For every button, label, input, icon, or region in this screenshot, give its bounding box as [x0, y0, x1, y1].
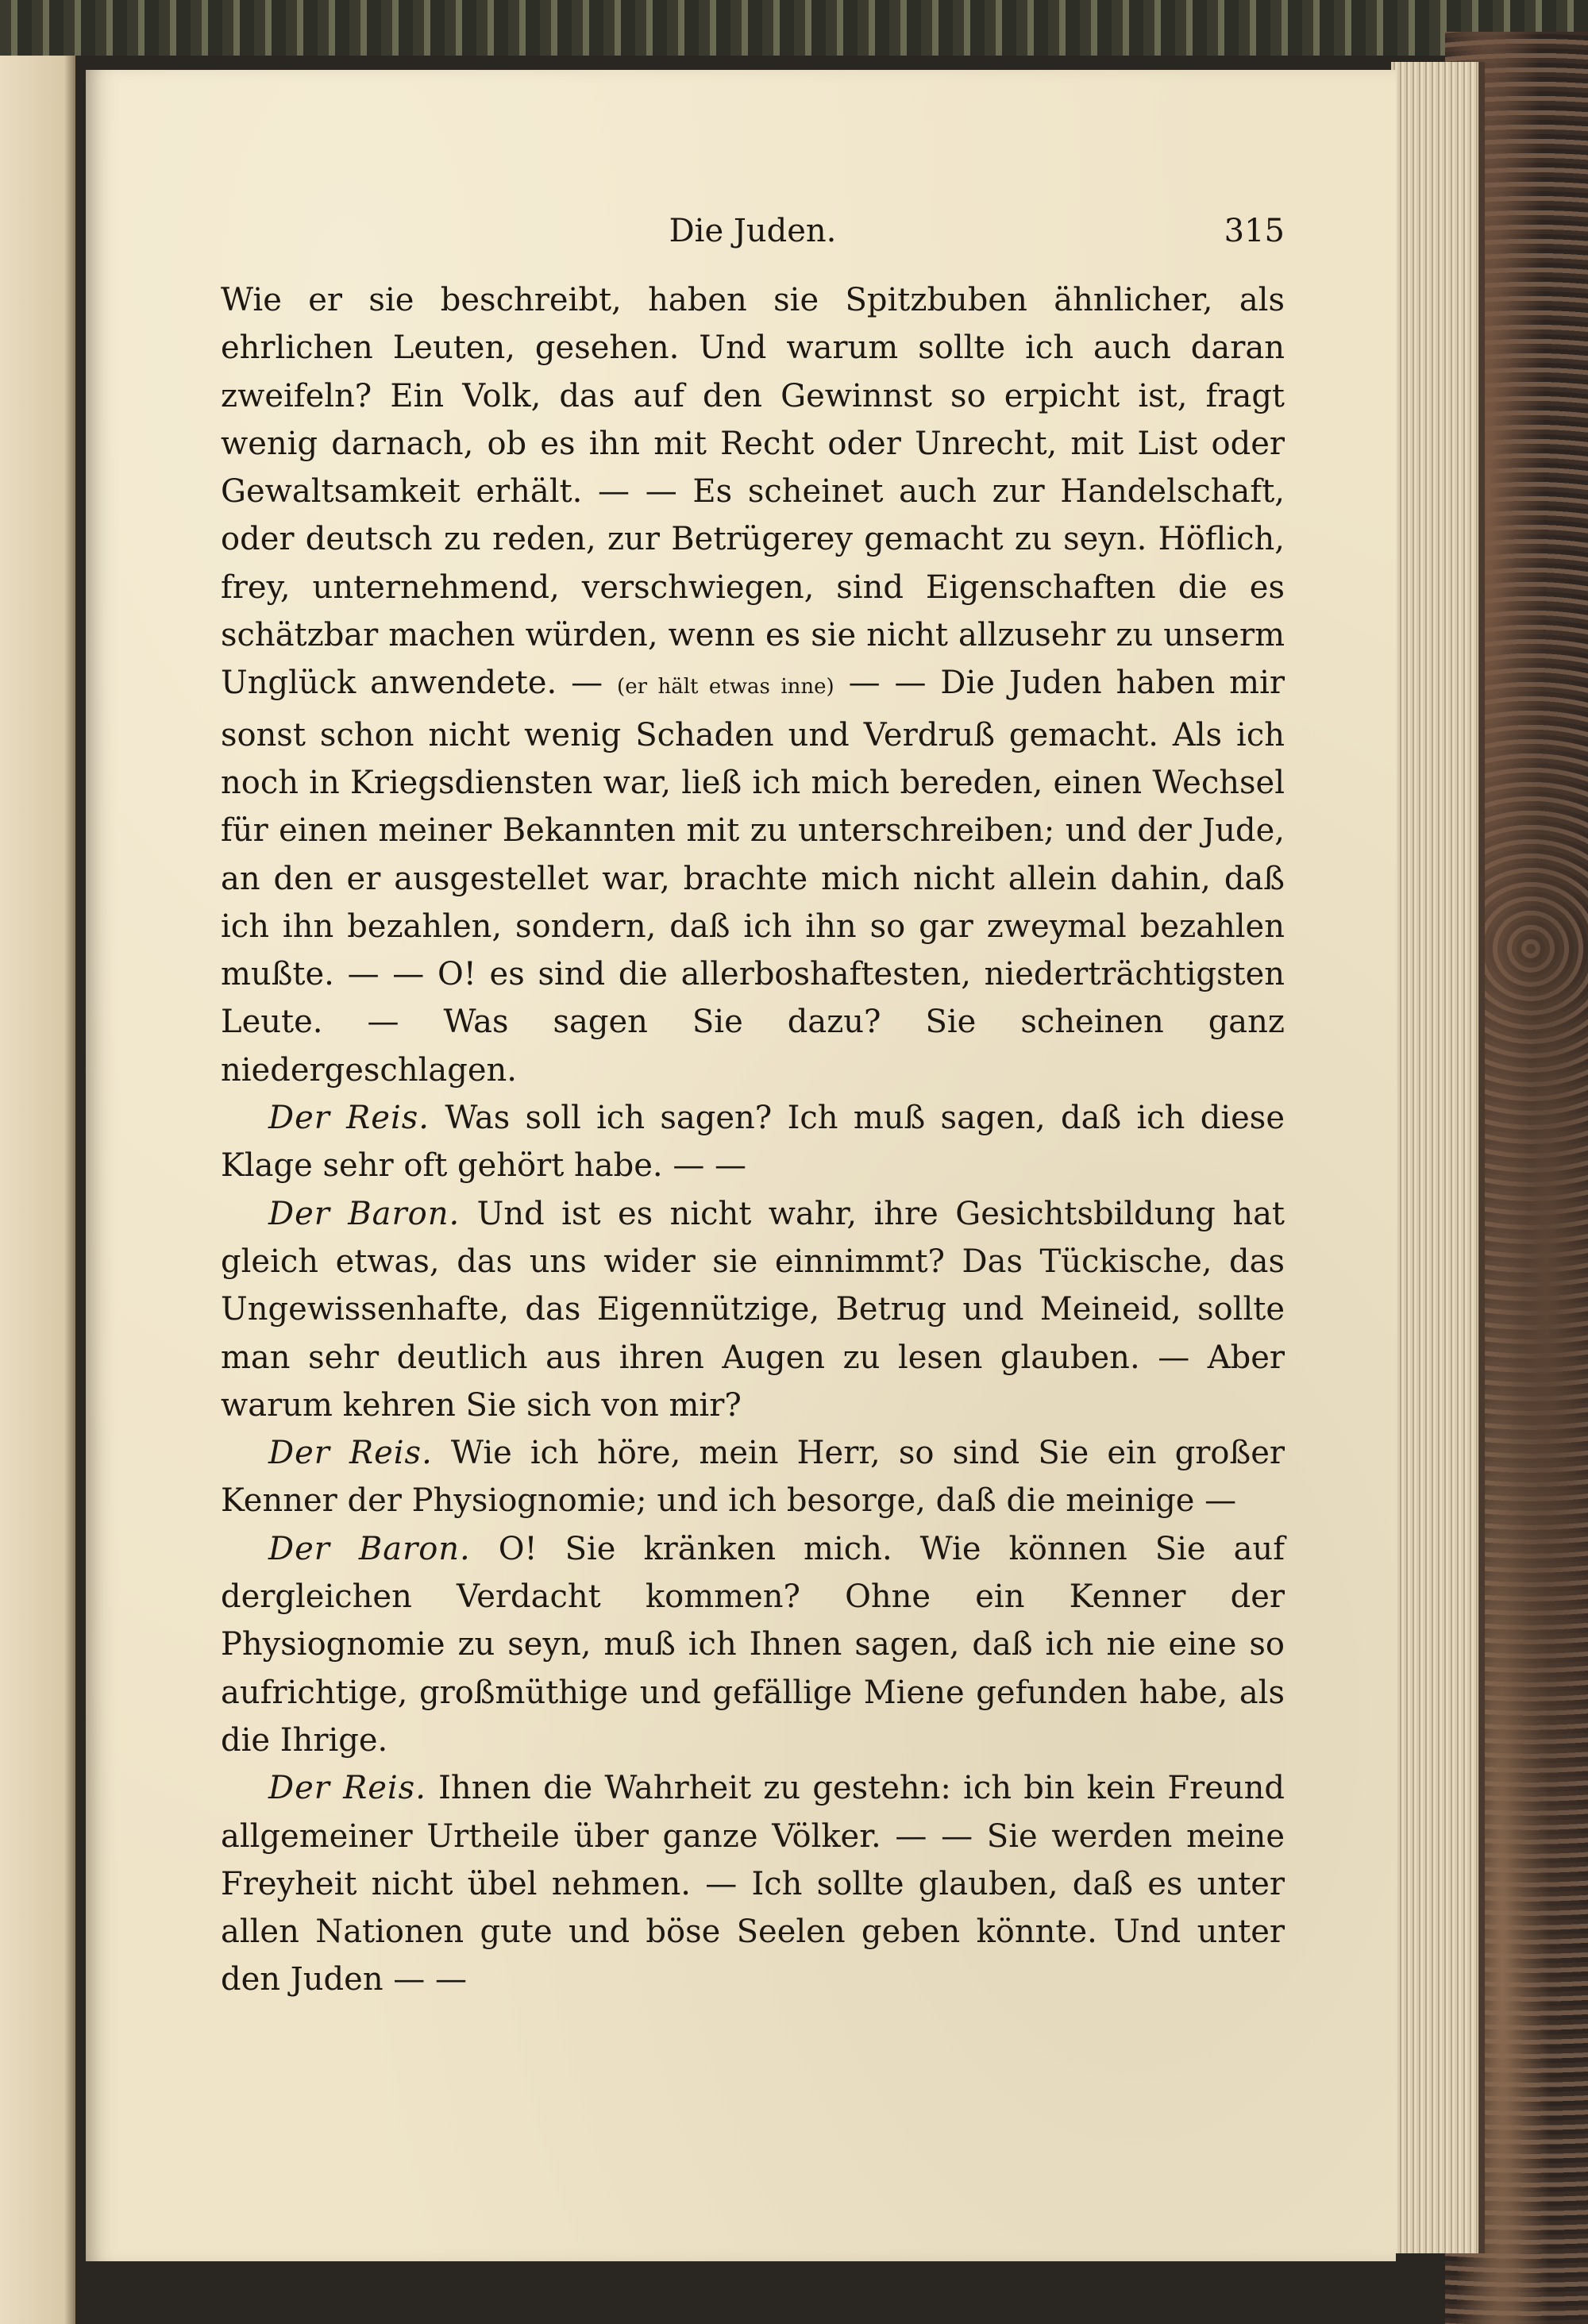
speaker-label: Der Reis. — [268, 1435, 433, 1472]
opening-text: Wie er sie beschreibt, haben sie Spitzbuben ähnlicher, als ehrlichen Leuten, gesehen. Und warum sollte ich auch daran zweifeln? Ein Volk, das auf den Gewinnst so erpicht ist, fragt wenig darnach, ob es ihn mit Recht oder Unrecht, mit List oder Gewaltsamkeit erhält. — — Es scheinet auch zur Handelschaft, oder deutsch zu reden, zur Betrügerey gemacht zu seyn. Höflich, frey, unternehmend, verschwiegen, sind Eigenschaften die es schätzbar machen würden, wenn es sie nicht allzusehr zu unserm Unglück anwendete. — — [221, 282, 1285, 702]
speech-5 — [221, 1764, 1285, 2003]
speaker-label: Der Reis. — [268, 1770, 426, 1807]
opening-paragraph — [221, 276, 1285, 1094]
speech-2 — [221, 1190, 1285, 1429]
speech-text: Und ist es nicht wahr, ihre Gesichtsbildung hat gleich etwas, das uns wider sie einnimmt? Das Tückische, das Ungewissenhafte, das Eigennützige, Betrug und Meineid, sollte man sehr deutlich aus ihren Augen zu lesen glauben. — Aber warum kehren Sie sich von mir? — [221, 1195, 1285, 1424]
page-text — [221, 213, 1285, 2004]
running-title: Die Juden. — [669, 213, 837, 249]
speaker-label: Der Baron. — [268, 1530, 471, 1567]
speech-text: O! Sie kränken mich. Wie können Sie auf dergleichen Verdacht kommen? Ohne ein Kenner der Physiognomie zu seyn, muß ich Ihnen sagen, daß ich nie eine so aufrichtige, großmüthige und gefällige Miene gefunden habe, als die Ihrige. — [221, 1530, 1285, 1759]
page-number: 315 — [1224, 213, 1285, 249]
speech-1 — [221, 1094, 1285, 1190]
opening-text-continued: — — Die Juden haben mir sonst schon nicht wenig Schaden und Verdruß gemacht. Als ich noch in Kriegsdiensten war, ließ ich mich bereden, einen Wechsel für einen meiner Bekannten mit zu unterschreiben; und der Jude, an den er ausgestellet war, brachte mich nicht allein dahin, daß ich ihn bezahlen, sondern, daß ich ihn so gar zweymal bezahlen mußte. — — O! es sind die allerboshaftesten, niederträchtigsten Leute. — Was sagen Sie dazu? Sie scheinen ganz niedergeschlagen. — [221, 665, 1285, 1089]
speech-4 — [221, 1525, 1285, 1764]
speech-text: Wie ich höre, mein Herr, so sind Sie ein großer Kenner der Physiognomie; und ich besorge, daß die meinige — — [221, 1435, 1285, 1520]
book-page — [86, 70, 1396, 2261]
speech-text: Was soll ich sagen? Ich muß sagen, daß ich diese Klage sehr oft gehört habe. — — — [221, 1100, 1285, 1185]
running-header — [221, 213, 1285, 276]
left-page-edge — [0, 56, 75, 2324]
stage-direction: (er hält etwas inne) — [617, 675, 834, 700]
speech-3 — [221, 1429, 1285, 1525]
speaker-label: Der Reis. — [268, 1100, 430, 1137]
book-cover-top — [0, 0, 1588, 56]
speaker-label: Der Baron. — [268, 1195, 461, 1232]
page-stack-edge — [1391, 62, 1485, 2253]
speech-text: Ihnen die Wahrheit zu gestehn: ich bin kein Freund allgemeiner Urtheile über ganze Völker. — — Sie werden meine Freyheit nicht übel nehmen. — Ich sollte glauben, daß es unter allen Nationen gute und böse Seelen geben könnte. Und unter den Juden — — — [221, 1770, 1285, 1998]
